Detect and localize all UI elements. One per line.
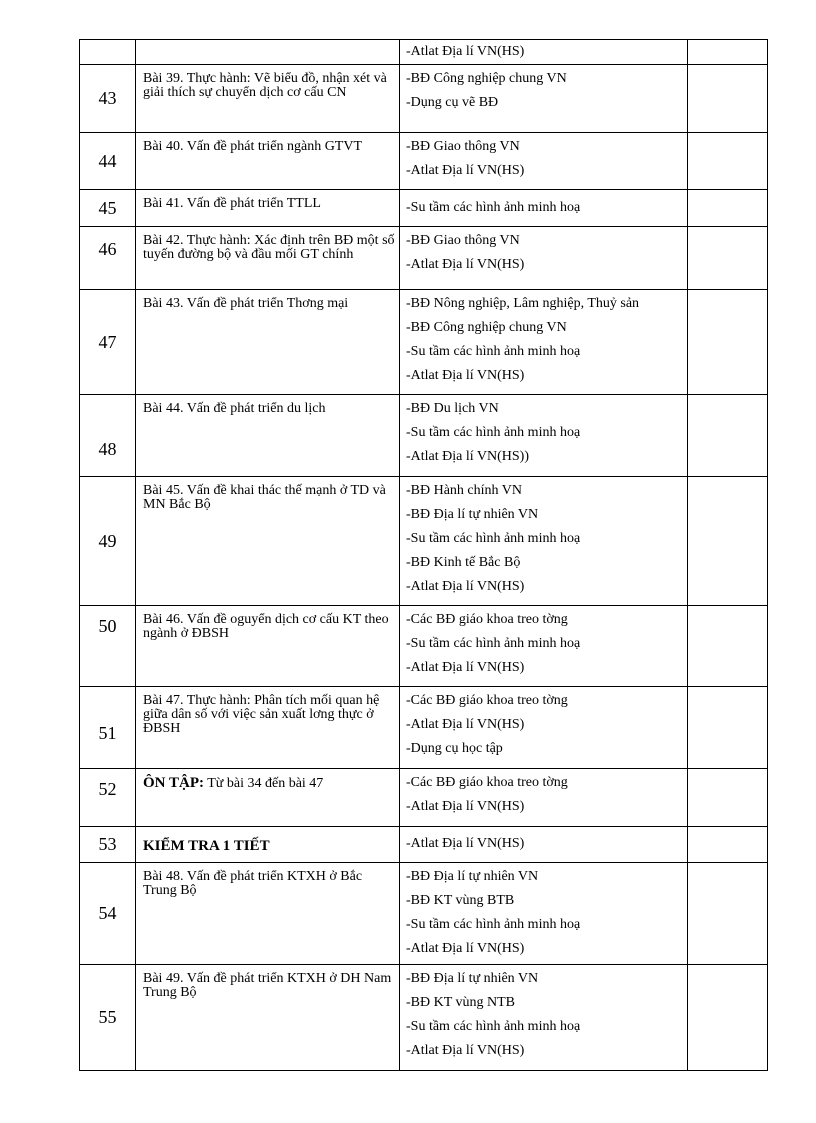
lesson-title-cell: Bài 46. Vấn đề oguyển dịch cơ cấu KT theo ngành ở ĐBSH	[136, 606, 400, 687]
materials-cell	[400, 190, 688, 227]
table-row	[80, 290, 768, 395]
notes-cell	[688, 687, 768, 769]
material-item: -Atlat Địa lí VN(HS)	[406, 941, 525, 956]
material-item: -Atlat Địa lí VN(HS))	[406, 449, 529, 464]
table-row	[80, 863, 768, 965]
notes-cell	[688, 190, 768, 227]
notes-cell	[688, 65, 768, 133]
material-item: -BĐ Nông nghiệp, Lâm nghiệp, Thuỷ sản	[406, 296, 640, 311]
lesson-title-cell: Bài 39. Thực hành: Vẽ biểu đồ, nhận xét và giải thích sự chuyển dịch cơ cấu CN	[136, 65, 400, 133]
lesson-title-cell: ÔN TẬP: Từ bài 34 đến bài 47	[136, 769, 400, 827]
period-number-cell: 50	[80, 606, 136, 687]
materials-cell	[400, 65, 688, 133]
material-item: -Su tầm các hình ảnh minh hoạ	[406, 917, 581, 932]
materials-cell	[400, 227, 688, 290]
materials-cell	[400, 965, 688, 1071]
period-number-cell: 52	[80, 769, 136, 827]
period-number-cell: 44	[80, 133, 136, 190]
material-item: -Atlat Địa lí VN(HS)	[406, 44, 525, 59]
period-number-cell: 45	[80, 190, 136, 227]
table-row	[80, 965, 768, 1071]
period-number-cell: 43	[80, 65, 136, 133]
material-item: -Dụng cụ vẽ BĐ	[406, 95, 499, 110]
material-item: -Atlat Địa lí VN(HS)	[406, 660, 525, 675]
notes-cell	[688, 395, 768, 477]
period-number-cell: 51	[80, 687, 136, 769]
notes-cell	[688, 827, 768, 863]
lesson-title-cell	[136, 40, 400, 65]
materials-cell	[400, 863, 688, 965]
lesson-title-cell: KIỂM TRA 1 TIẾT	[136, 827, 400, 863]
materials-cell	[400, 606, 688, 687]
material-item: -BĐ KT vùng NTB	[406, 995, 516, 1010]
material-item: -Atlat Địa lí VN(HS)	[406, 1043, 525, 1058]
material-item: -BĐ Giao thông VN	[406, 233, 520, 248]
lesson-title-cell: Bài 40. Vấn đề phát triển ngành GTVT	[136, 133, 400, 190]
material-item: -Su tầm các hình ảnh minh hoạ	[406, 1019, 581, 1034]
table-row	[80, 133, 768, 190]
period-number-cell: 53	[80, 827, 136, 863]
material-item: -Atlat Địa lí VN(HS)	[406, 163, 525, 178]
table-row	[80, 827, 768, 863]
material-item: -BĐ Công nghiệp chung VN	[406, 320, 567, 335]
notes-cell	[688, 290, 768, 395]
table-row	[80, 65, 768, 133]
lesson-title-cell: Bài 48. Vấn đề phát triển KTXH ở Bắc Trung Bộ	[136, 863, 400, 965]
material-item: -Su tầm các hình ảnh minh hoạ	[406, 425, 581, 440]
notes-cell	[688, 965, 768, 1071]
lesson-title-cell: Bài 43. Vấn đề phát triển Thơng mại	[136, 290, 400, 395]
material-item: -Atlat Địa lí VN(HS)	[406, 717, 525, 732]
material-item: -Các BĐ giáo khoa treo tờng	[406, 775, 568, 790]
lesson-plan-table	[79, 39, 768, 1071]
period-number-cell: 47	[80, 290, 136, 395]
materials-cell	[400, 827, 688, 863]
material-item: -BĐ Địa lí tự nhiên VN	[406, 869, 539, 884]
lesson-title-cell: Bài 49. Vấn đề phát triển KTXH ở DH Nam Trung Bộ	[136, 965, 400, 1071]
material-item: -BĐ Địa lí tự nhiên VN	[406, 507, 539, 522]
period-number-cell: 48	[80, 395, 136, 477]
materials-cell	[400, 40, 688, 65]
material-item: -BĐ Giao thông VN	[406, 139, 520, 154]
material-item: -Su tầm các hình ảnh minh hoạ	[406, 344, 581, 359]
notes-cell	[688, 606, 768, 687]
material-item: -BĐ Kinh tế Bắc Bộ	[406, 555, 521, 570]
material-item: -Su tầm các hình ảnh minh hoạ	[406, 636, 581, 651]
material-item: -Su tầm các hình ảnh minh hoạ	[406, 531, 581, 546]
table-row	[80, 477, 768, 606]
material-item: -Atlat Địa lí VN(HS)	[406, 257, 525, 272]
lesson-title-cell: Bài 42. Thực hành: Xác định trên BĐ một số tuyến đường bộ và đầu mối GT chính	[136, 227, 400, 290]
notes-cell	[688, 133, 768, 190]
period-number-cell	[80, 40, 136, 65]
lesson-title-cell: Bài 44. Vấn đề phát triển du lịch	[136, 395, 400, 477]
table-row	[80, 687, 768, 769]
notes-cell	[688, 477, 768, 606]
material-item: -Su tầm các hình ảnh minh hoạ	[406, 200, 581, 215]
material-item: -Các BĐ giáo khoa treo tờng	[406, 693, 568, 708]
material-item: -BĐ KT vùng BTB	[406, 893, 515, 908]
materials-cell	[400, 395, 688, 477]
materials-cell	[400, 769, 688, 827]
materials-cell	[400, 133, 688, 190]
lesson-title-cell: Bài 47. Thực hành: Phân tích mối quan hệ giữa dân số với việc sản xuất lơng thực ở ĐBSH	[136, 687, 400, 769]
notes-cell	[688, 40, 768, 65]
material-item: -Atlat Địa lí VN(HS)	[406, 799, 525, 814]
materials-cell	[400, 477, 688, 606]
table-row	[80, 606, 768, 687]
lesson-title-cell: Bài 41. Vấn đề phát triển TTLL	[136, 190, 400, 227]
notes-cell	[688, 769, 768, 827]
table-row	[80, 227, 768, 290]
period-number-cell: 49	[80, 477, 136, 606]
table-row	[80, 190, 768, 227]
lesson-title-cell: Bài 45. Vấn đề khai thác thế mạnh ở TD và MN Bắc Bộ	[136, 477, 400, 606]
lesson-bold-label: ÔN TẬP:	[143, 775, 204, 791]
material-item: -BĐ Hành chính VN	[406, 483, 523, 498]
materials-cell	[400, 290, 688, 395]
period-number-cell: 55	[80, 965, 136, 1071]
notes-cell	[688, 227, 768, 290]
material-item: -Atlat Địa lí VN(HS)	[406, 836, 525, 851]
material-item: -Các BĐ giáo khoa treo tờng	[406, 612, 568, 627]
material-item: -BĐ Công nghiệp chung VN	[406, 71, 567, 86]
table-row	[80, 769, 768, 827]
material-item: -Atlat Địa lí VN(HS)	[406, 368, 525, 383]
table-row	[80, 395, 768, 477]
material-item: -BĐ Địa lí tự nhiên VN	[406, 971, 539, 986]
period-number-cell: 54	[80, 863, 136, 965]
materials-cell	[400, 687, 688, 769]
period-number-cell: 46	[80, 227, 136, 290]
material-item: -BĐ Du lịch VN	[406, 401, 499, 416]
material-item: -Dụng cụ học tập	[406, 741, 503, 756]
material-item: -Atlat Địa lí VN(HS)	[406, 579, 525, 594]
notes-cell	[688, 863, 768, 965]
table-row	[80, 40, 768, 65]
